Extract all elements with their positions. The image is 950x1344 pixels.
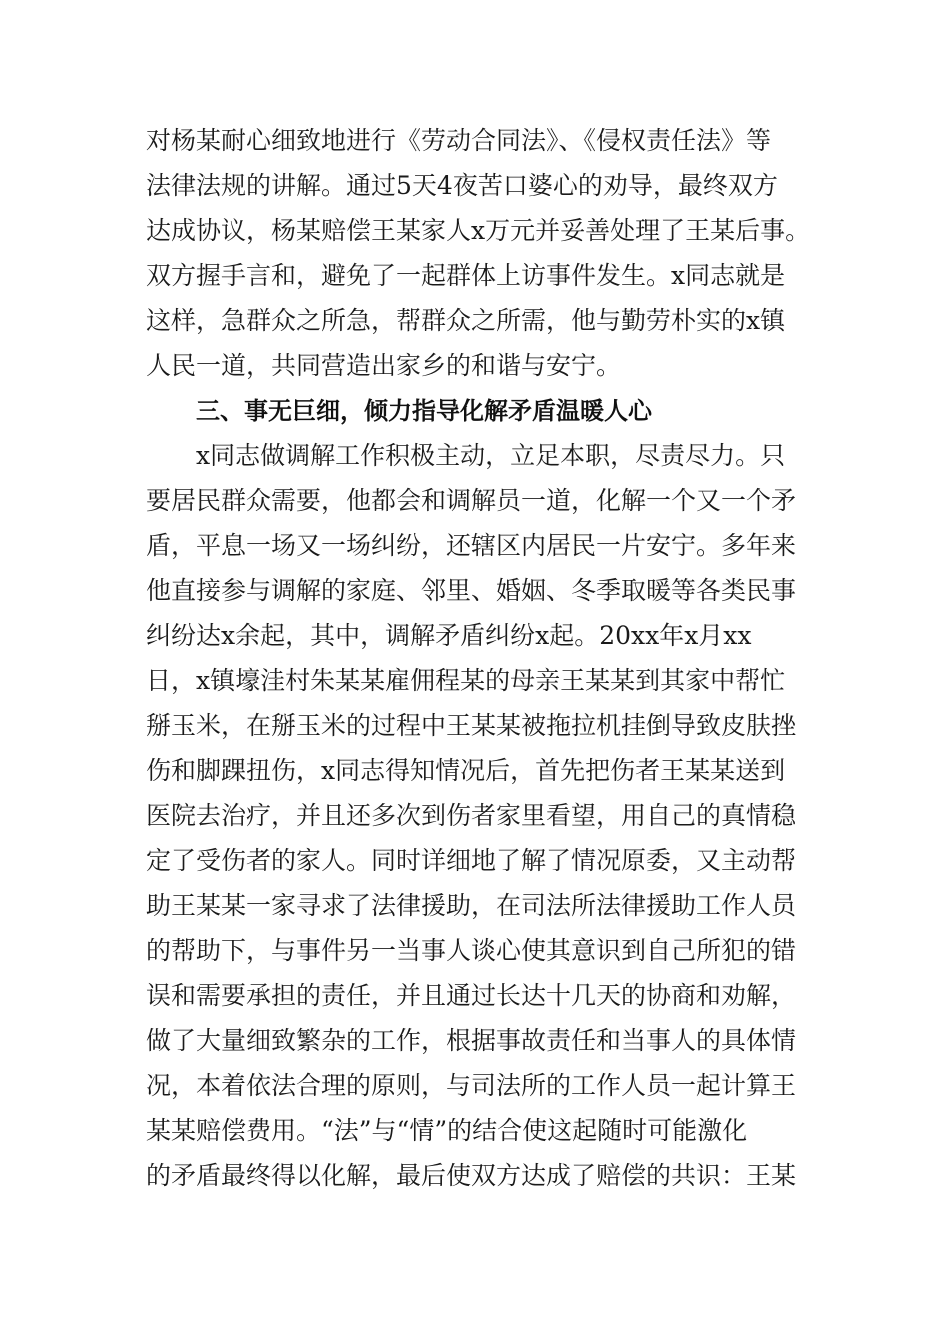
paragraph-line: 他直接参与调解的家庭、邻里、婚姻、冬季取暖等各类民事 bbox=[146, 576, 797, 605]
paragraph-line: 要居民群众需要，他都会和调解员一道，化解一个又一个矛 bbox=[146, 486, 797, 515]
paragraph-line: 的帮助下，与事件另一当事人谈心使其意识到自己所犯的错 bbox=[146, 936, 797, 965]
paragraph-line: 这样，急群众之所急，帮群众之所需，他与勤劳朴实的x镇 bbox=[146, 306, 786, 335]
paragraph-line: 做了大量细致繁杂的工作，根据事故责任和当事人的具体情 bbox=[146, 1026, 797, 1055]
section-heading: 三、事无巨细，倾力指导化解矛盾温暖人心 bbox=[196, 397, 652, 425]
paragraph-line: 掰玉米，在掰玉米的过程中王某某被拖拉机挂倒导致皮肤挫 bbox=[146, 711, 797, 740]
paragraph-line: 法律法规的讲解。通过5天4夜苦口婆心的劝导，最终双方 bbox=[146, 171, 778, 200]
paragraph-line: x同志做调解工作积极主动，立足本职，尽责尽力。只 bbox=[196, 441, 786, 470]
paragraph-line: 误和需要承担的责任，并且通过长达十几天的协商和劝解， bbox=[146, 981, 797, 1010]
paragraph-line: 医院去治疗，并且还多次到伤者家里看望，用自己的真情稳 bbox=[146, 801, 797, 830]
paragraph-line: 某某赔偿费用。“法”与“情”的结合使这起随时可能激化 bbox=[146, 1116, 748, 1145]
paragraph-line: 纠纷达x余起，其中，调解矛盾纠纷x起。20xx年x月xx bbox=[146, 621, 752, 650]
paragraph-line: 人民一道，共同营造出家乡的和谐与安宁。 bbox=[146, 351, 622, 380]
paragraph-line: 日，x镇壕洼村朱某某雇佣程某的母亲王某某到其家中帮忙 bbox=[146, 666, 786, 695]
paragraph-line: 对杨某耐心细致地进行《劳动合同法》、《侵权责任法》等 bbox=[146, 126, 772, 155]
paragraph-line: 的矛盾最终得以化解，最后使双方达成了赔偿的共识：王某 bbox=[146, 1161, 797, 1190]
paragraph-line: 伤和脚踝扭伤，x同志得知情况后，首先把伤者王某某送到 bbox=[146, 756, 786, 785]
paragraph-line: 盾，平息一场又一场纠纷，还辖区内居民一片安宁。多年来 bbox=[146, 531, 797, 560]
paragraph-line: 双方握手言和，避免了一起群体上访事件发生。x同志就是 bbox=[146, 261, 786, 290]
paragraph-line: 定了受伤者的家人。同时详细地了解了情况原委，又主动帮 bbox=[146, 846, 797, 875]
paragraph-line: 助王某某一家寻求了法律援助，在司法所法律援助工作人员 bbox=[146, 891, 797, 920]
paragraph-line: 达成协议，杨某赔偿王某家人x万元并妥善处理了王某后事。 bbox=[146, 216, 811, 245]
paragraph-line: 况，本着依法合理的原则，与司法所的工作人员一起计算王 bbox=[146, 1071, 797, 1100]
